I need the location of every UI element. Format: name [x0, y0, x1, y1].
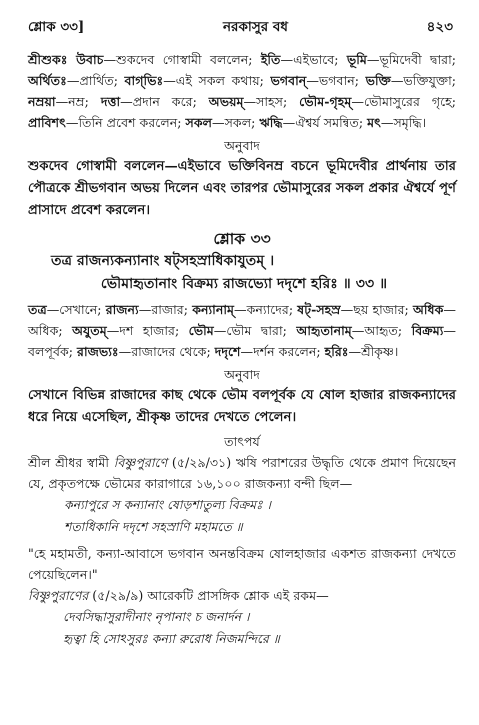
purport-p1-rest: (৫/২৯/৩১) ঋষি পরাশরের উদ্ধৃতি থেকে প্রমাণ দিয়েছেন যে, প্রকৃতপক্ষে ভৌমের কারাগারে ১৬,১০০ রাজকন্যা বন্দী ছিল— [28, 455, 456, 491]
wfw-word: ষট্-সহস্র [297, 302, 341, 317]
quote-1-translation: "হে মহামতী, কন্যা-আবাসে ভগবান অনন্তবিক্রম ষোলহাজার একশত রাজকন্যা দেখতে পেয়েছিলেন।" [28, 546, 456, 582]
wfw-word: অধিক [413, 302, 444, 317]
header-chapter-title: নরকাসুর বধ [223, 18, 288, 35]
wfw-meaning: —দর্শন করলেন; [240, 344, 325, 359]
page-content [28, 49, 456, 650]
book-title-vishnu-purana-2: বিষ্ণুপুরাণের [28, 588, 89, 603]
quote-2-line-2: হৃত্বা হি সোঽসুরঃ কন্যা রুরোধ নিজমন্দিরে ॥ [63, 631, 280, 646]
wfw-word: ভৌম-গৃহম্ [299, 94, 352, 109]
wfw-word: নম্রয়া [28, 94, 56, 109]
wfw-meaning: —শুকদেব গোস্বামী বললেন; [103, 52, 261, 67]
translation-heading-2: অনুবাদ [224, 367, 260, 382]
wfw-meaning: —শ্রীকৃষ্ণ। [348, 344, 399, 359]
wfw-word: হরিঃ [324, 344, 349, 359]
quote-1-line-2: শতাধিকানি দদৃশে সহস্রাণি মহামতে ॥ [64, 519, 243, 534]
wfw-word: ভক্তি [365, 73, 391, 88]
wfw-word: সকল [185, 115, 213, 130]
word-for-word-verse [28, 299, 456, 362]
purport-heading: তাৎপর্য [224, 434, 260, 449]
wfw-meaning: —এই সকল কথায়; [163, 73, 271, 88]
wfw-meaning: —রাজাদের থেকে; [118, 344, 215, 359]
verse-title: শ্লোক ৩৩ [213, 229, 271, 248]
wfw-meaning: —রাজার; [138, 302, 193, 317]
verse-line-1: তত্র রাজন্যকন্যানাং ষট্‌সহস্রাধিকাযুতম্ । [51, 253, 275, 269]
wfw-word: অর্থিতঃ [28, 73, 67, 88]
header-verse-ref: শ্লোক ৩৩] [28, 18, 85, 35]
quote-1-line-1: কন্যাপুরে স কন্যানাং ষোড়শাতুল্য বিক্রমঃ । [64, 497, 271, 512]
wfw-word: দত্তা [100, 94, 121, 109]
wfw-word: ভূমি [346, 52, 367, 67]
word-for-word-previous [28, 49, 456, 133]
wfw-meaning: —নম্র; [55, 94, 101, 109]
wfw-meaning: —ছয় হাজার; [340, 302, 414, 317]
wfw-word: শ্রীশুকঃ উবাচ [28, 52, 104, 67]
wfw-meaning: —এইভাবে; [280, 52, 347, 67]
wfw-word: ভগবান্ [270, 73, 307, 88]
wfw-meaning: —প্রদান করে; [120, 94, 209, 109]
wfw-word: তত্র [28, 302, 47, 317]
translation-text-1: শুকদেব গোস্বামী বললেন—এইভাবে ভক্তিবিনম্র বচনে ভূমিদেবীর প্রার্থনায় তার পৌত্রকে শ্রীভগবান অভয় দিলেন এবং তারপর ভৌমাসুরের সকল প্রকার ঐশ্বর্যে পূর্ণ প্রাসাদে প্রবেশ করলেন। [28, 159, 456, 218]
translation-heading-1: অনুবাদ [224, 138, 260, 153]
purport-p1-start: শ্রীল শ্রীধর স্বামী [28, 455, 114, 470]
wfw-word: ঋদ্ধি [259, 115, 283, 130]
wfw-meaning: —ভগবান; [306, 73, 366, 88]
wfw-meaning: —আহৃত; [351, 323, 412, 338]
running-header [28, 16, 453, 38]
wfw-word: অযুতম্ [72, 323, 107, 338]
wfw-word: রাজন্য [105, 302, 139, 317]
book-title-vishnu-purana: বিষ্ণুপুরাণে [113, 455, 168, 470]
wfw-meaning: —ভৌম দ্বারা; [213, 323, 297, 338]
wfw-meaning: —বলপূর্বক; [28, 323, 456, 359]
wfw-meaning: —সকল; [212, 115, 260, 130]
quote-2-line-1: দেবসিদ্ধাসুরাদীনাং নৃপানাং চ জনার্দন । [63, 609, 250, 624]
wfw-meaning: —তিনি প্রবেশ করলেন; [65, 115, 186, 130]
wfw-meaning: —অধিক; [28, 302, 456, 338]
wfw-word: প্রাবিশৎ [28, 115, 66, 130]
wfw-word: অভয়ম্ [208, 94, 244, 109]
purport-paragraph-1 [28, 452, 456, 494]
wfw-meaning: —ভৌমাসুরের গৃহে; [351, 94, 457, 109]
wfw-word: রাজভ্যঃ [77, 344, 119, 359]
wfw-meaning: —সাহস; [243, 94, 300, 109]
wfw-word: দদৃশে [214, 344, 241, 359]
wfw-meaning: —ঐশ্বর্য সমন্বিত; [282, 115, 368, 130]
purport-p2-rest: (৫/২৯/৯) আরেকটি প্রাসঙ্গিক শ্লোক এই রকম— [88, 588, 329, 603]
wfw-word: কন্যানাম্ [192, 302, 234, 317]
wfw-word: বিক্রম্য [411, 323, 444, 338]
wfw-meaning: —প্রার্থিত; [66, 73, 125, 88]
wfw-word: মৎ [367, 115, 381, 130]
header-page-number: ৪২৩ [426, 18, 453, 35]
wfw-meaning: —ভূমিদেবী দ্বারা; [366, 52, 457, 67]
wfw-meaning: —ভক্তিযুক্তা; [390, 73, 457, 88]
wfw-meaning: —সেখানে; [46, 302, 106, 317]
wfw-word: ইতি [260, 52, 281, 67]
wfw-meaning: —সমৃদ্ধি। [380, 115, 427, 130]
wfw-meaning: —কন্যাদের; [233, 302, 298, 317]
verse-line-2: ভৌমাহৃতানাং বিক্রম্য রাজভ্যো দদৃশে হরিঃ ॥ ৩৩ ॥ [100, 276, 388, 292]
wfw-word: বাগ্‌ভিঃ [124, 73, 164, 88]
wfw-word: আহৃতানাম্ [296, 323, 352, 338]
wfw-meaning: —দশ হাজার; [106, 323, 189, 338]
purport-paragraph-2 [28, 585, 456, 606]
wfw-word: ভৌম [188, 323, 214, 338]
translation-text-2: সেখানে বিভিন্ন রাজাদের কাছ থেকে ভৌম বলপূর্বক যে ষোল হাজার রাজকন্যাদের ধরে নিয়ে এসেছিল, শ্রীকৃষ্ণ তাদের দেখতে পেলেন। [28, 388, 456, 425]
